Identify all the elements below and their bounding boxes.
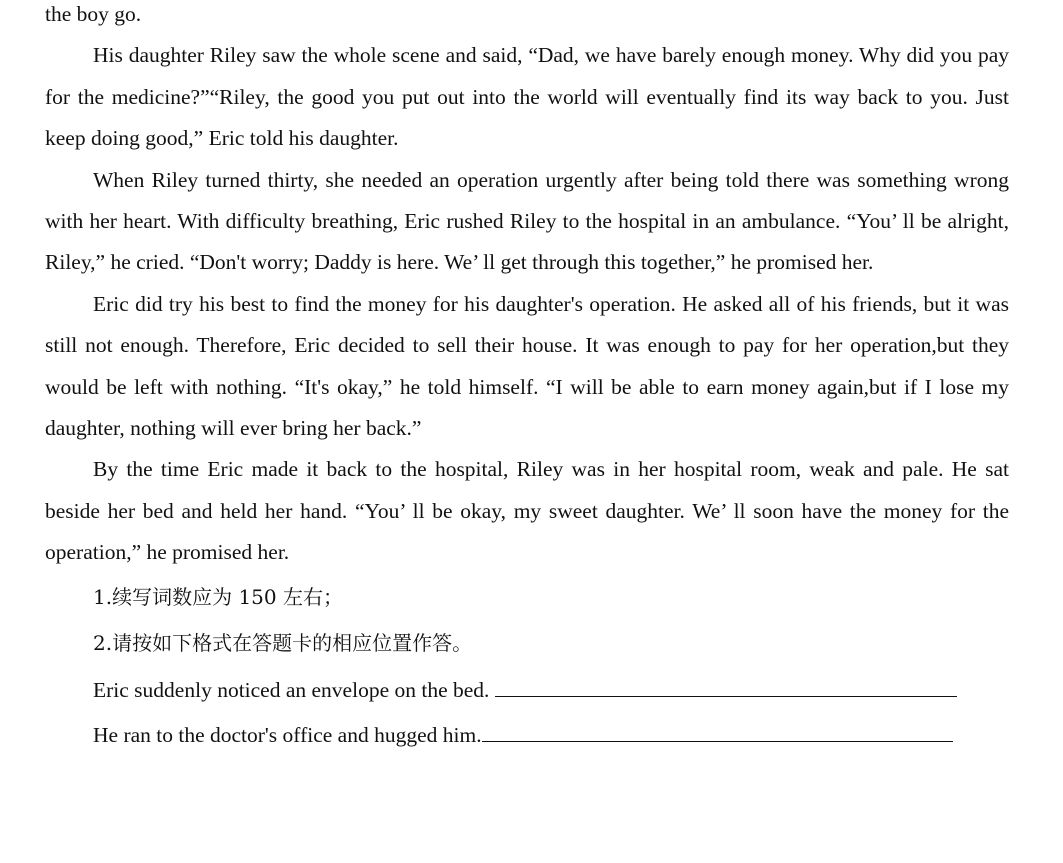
answer-prompt-1-text: Eric suddenly noticed an envelope on the bed. <box>93 677 490 702</box>
story-paragraph-1: His daughter Riley saw the whole scene and said, “Dad, we have barely enough money. Why did you pay for the medicine?”“Riley, the good you put out into the world will eventually find its way back to you. Just keep doing good,” Eric told his daughter. <box>45 43 1009 151</box>
instruction-word-count: 1.续写词数应为 150 左右； <box>93 584 343 609</box>
answer-blank-2[interactable] <box>482 711 953 742</box>
answer-prompt-1 <box>45 666 1009 711</box>
answer-blank-1[interactable] <box>495 666 957 697</box>
story-paragraph-2: When Riley turned thirty, she needed an operation urgently after being told there was something wrong with her heart. With difficulty breathing, Eric rushed Riley to the hospital in an ambulance. “You’ ll be alright, Riley,” he cried. “Don't worry; Daddy is here. We’ ll get through this together,” he promised her. <box>45 167 1009 275</box>
answer-prompt-2-text: He ran to the doctor's office and hugged him. <box>93 723 482 748</box>
story-paragraph-3: Eric did try his best to find the money for his daughter's operation. He asked all of his friends, but it was still not enough. Therefore, Eric decided to sell their house. It was enough to pay for her operation,but they would be left with nothing. “It's okay,” he told himself. “I will be able to earn money again,but if I lose my daughter, nothing will ever bring her back.” <box>45 291 1009 441</box>
answer-prompt-2 <box>45 711 1009 756</box>
story-fragment: the boy go. <box>45 2 142 26</box>
story-paragraph-4: By the time Eric made it back to the hospital, Riley was in her hospital room, weak and pale. He sat beside her bed and held her hand. “You’ ll be okay, my sweet daughter. We’ ll soon have the money for the operation,” he promised her. <box>45 457 1009 565</box>
document-page <box>45 0 1009 757</box>
instruction-answer-format: 2.请按如下格式在答题卡的相应位置作答。 <box>93 630 473 655</box>
